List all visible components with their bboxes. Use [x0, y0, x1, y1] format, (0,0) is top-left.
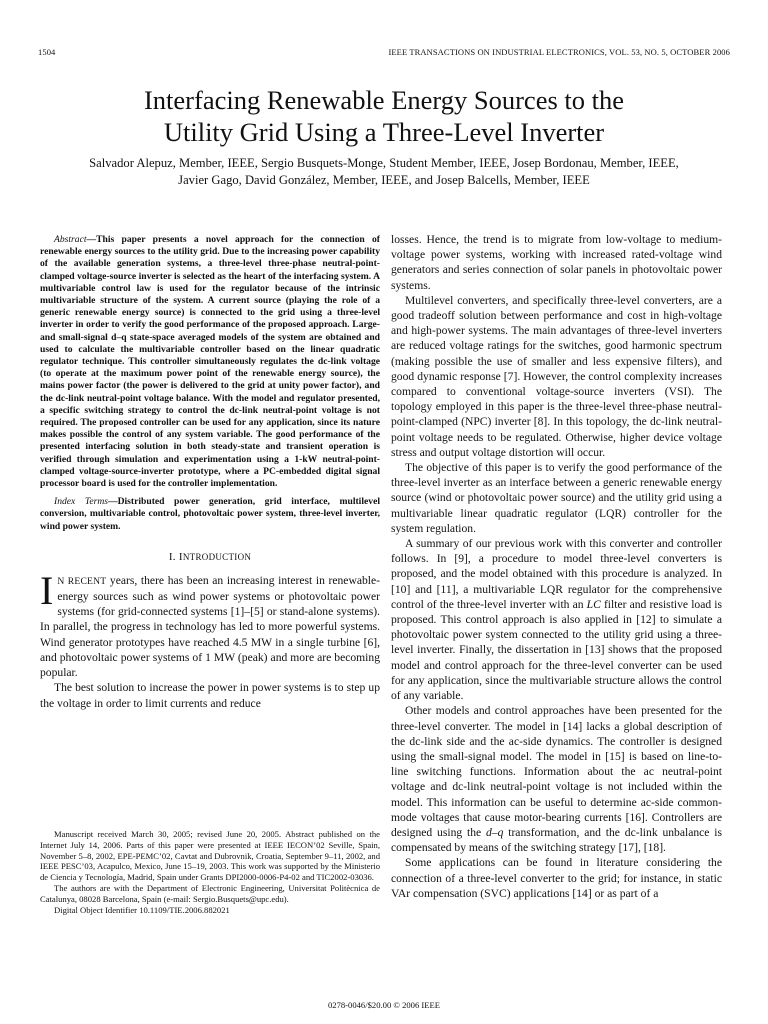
drop-cap: I: [40, 567, 54, 613]
right-p5-text-b: transformation, and the dc-link unbalance is compensated by means of the switching strategy [17], [18].: [391, 825, 722, 855]
page-number: 1504: [38, 47, 56, 57]
authors-line-1: Salvador Alepuz, Member, IEEE, Sergio Busquets-Monge, Student Member, IEEE, Josep Bordonau, Member, IEEE,: [89, 156, 679, 170]
intro-p1-text: years, there has been an increasing interest in renewable-energy sources such as wind power systems or photovoltaic power systems (for grid-connected systems [1]–[5] or stand-alone systems). In parallel, the progress in technology has led to more powerful systems. Wind generator prototypes have reached 4.5 MW in a single turbine [6], and photovoltaic power systems of 1 MW (peak) and more are becoming popular.: [40, 573, 380, 680]
intro-paragraph-2: The best solution to increase the power in power systems is to step up the voltage in order to limit currents and reduce: [40, 681, 380, 710]
index-terms: Index Terms—Distributed power generation, grid interface, multilevel conversion, multivariable control, photovoltaic power system, three-level inverter, wind power system.: [40, 496, 380, 532]
left-column: [40, 234, 380, 711]
right-paragraph-4: [391, 536, 722, 703]
right-column: [391, 232, 722, 901]
title-line-2: Utility Grid Using a Three-Level Inverter: [163, 117, 605, 147]
section-title-first: I: [178, 550, 183, 563]
intro-paragraph-1: [40, 567, 380, 680]
index-terms-text: Distributed power generation, grid interface, multilevel conversion, multivariable control, photovoltaic power system, three-level inverter, wind power system.: [40, 496, 380, 532]
paper-title: [40, 84, 728, 148]
dq-symbol: d–q: [486, 825, 504, 839]
right-p4-text-a: A summary of our previous work with this converter and controller follows. In [9], a procedure to model three-level converters is proposed, and the model obtained with this procedure is analyzed. In [10] and [11], a multivariable LQR regulator for the comprehensive control of the three-level inverter with an: [391, 537, 722, 611]
copyright-line: 0278-0046/$20.00 © 2006 IEEE: [327, 1000, 441, 1010]
intro-first-words: N RECENT: [57, 575, 107, 587]
authors-line-2: Javier Gago, David González, Member, IEEE, and Josep Balcells, Member, IEEE: [178, 173, 590, 187]
right-p4-text-b: filter and resistive load is proposed. This control approach is also applied in [12] to simulate a photovoltaic power system connected to the utility grid using a three-level inverter. Finally, the dissertation in [13] shows that the proposed model and control approach for the three-level converter can be used for any application, since the multivariable structure allows the control of any variable.: [391, 597, 723, 703]
journal-header: IEEE TRANSACTIONS ON INDUSTRIAL ELECTRONICS, VOL. 53, NO. 5, OCTOBER 2006: [388, 47, 730, 57]
abstract-label: Abstract: [54, 234, 87, 245]
lc-symbol: LC: [586, 597, 601, 611]
running-header: [38, 47, 730, 59]
section-number: I.: [168, 550, 176, 563]
right-p5-text-a: Other models and control approaches have been presented for the three-level converter. The model in [14] lacks a global description of the dc-link side and the ac-side dynamics. The controller is designed using the small-signal model. The model in [15] is based on line-to-line switching functions. Information about the ac neutral-point voltage and dc-link neutral-point voltage is not included within the model. This information can be useful to determine ac-side common-mode voltages that cause motor-bearing currents [16]. Controllers are designed using the: [391, 704, 722, 839]
abstract: Abstract—This paper presents a novel approach for the connection of renewable energy sources to the utility grid. Due to the increasing power capability of the available generation systems, a three-level three-phase neutral-point-clamped voltage-source inverter is selected as the heart of the interfacing system. A multivariable control law is used for the regulator because of the intrinsic multivariable structure of the system. A current source (playing the role of a generic renewable energy source) is connected to the grid using a three-level inverter in order to verify the good performance of the proposed approach. Large- and small-signal d–q state-space averaged models of the system are obtained and used to calculate the multivariable controller based on the linear quadratic regulator technique. This controller simultaneously regulates the dc-link voltage (to operate at the maximum power point of the renewable energy source), the mains power factor (the power is delivered to the grid at unity power factor), and the dc-link neutral-point voltage balance. With the model and regulator presented, a specific switching strategy to control the dc-link neutral-point voltage is not required. The proposed controller can be used for any application, since its nature makes possible the control of any system variable. The good performance of the presented interfacing solution in both steady-state and transient operation is verified through simulation and experimentation using a 1-kW neutral-point-clamped voltage-source-inverter prototype, where a PC-embedded digital signal processor board is used for the controller implementation.: [40, 234, 380, 490]
right-paragraph-5: [391, 703, 722, 855]
index-terms-label: Index Terms: [54, 496, 108, 508]
footnote: [40, 829, 380, 915]
abstract-text: This paper presents a novel approach for the connection of renewable energy sources to the utility grid. Due to the increasing power capability of the available generation systems, a three-level three-phase neutral-point-clamped voltage-source inverter is selected as the heart of the interfacing system. A multivariable control law is used for the regulator because of the intrinsic multivariable structure of the system. A current source (playing the role of a generic renewable energy source) is connected to the grid using a three-level inverter in order to verify the good performance of the proposed approach. Large- and small-signal d–q state-space averaged models of the system are obtained and used to calculate the multivariable controller based on the linear quadratic regulator technique. This controller simultaneously regulates the dc-link voltage (to operate at the maximum power point of the renewable energy source), the mains power factor (the power is delivered to the grid at unity power factor), and the dc-link neutral-point voltage balance. With the model and regulator presented, a specific switching strategy to control the dc-link neutral-point voltage is not required. The proposed controller can be used for any application, since its nature makes possible the control of any system variable. The good performance of the presented interfacing solution in both steady-state and transient operation is verified through simulation and experimentation using a 1-kW neutral-point-clamped voltage-source-inverter prototype, where a PC-embedded digital signal processor board is used for the controller implementation.: [40, 234, 380, 490]
right-paragraph-3: The objective of this paper is to verify the good performance of the three-level inverter as an interface between a generic renewable energy source (wind or photovoltaic power source) and the utility grid using a multivariable linear quadratic regulator (LQR) controller for the system regulation.: [391, 461, 722, 535]
author-list: [40, 155, 728, 189]
title-line-1: Interfacing Renewable Energy Sources to the: [143, 85, 624, 115]
section-title-rest: NTRODUCTION: [182, 551, 252, 562]
right-paragraph-2: Multilevel converters, and specifically three-level converters, are a good tradeoff solution between performance and cost in high-voltage and high-power systems. The main advantages of three-level inverters are reduced voltage ratings for the switches, good harmonic spectrum (making possible the use of smaller and less expensive filters), and good dynamic response [7]. However, the control complexity increases compared to conventional voltage-source inverters (VSI). The topology employed in this paper is the three-level three-phase neutral-point-clamped (NPC) inverter [8]. In this topology, the dc-link neutral-point voltage needs to be regulated. Otherwise, higher device voltage stress and output voltage distortion will occur.: [391, 293, 722, 459]
section-heading: [40, 551, 380, 563]
footnote-doi: Digital Object Identifier 10.1109/TIE.2006.882021: [54, 904, 230, 915]
footnote-manuscript: Manuscript received March 30, 2005; revised June 20, 2005. Abstract published on the Internet July 14, 2006. Parts of this paper were presented at IEEE IECON’02 Seville, Spain, November 5–8, 2002, EPE-PEMC’02, Cavtat and Dubrovnik, Croatia, September 9–11, 2002, and IEEE PESC’03, Acapulco, Mexico, June 15–19, 2003. This work was supported by the Ministerio de Ciencia y Tecnología, Madrid, Spain under Grants DPI2000-0006-P4-02 and TIC2002-03036.: [40, 829, 380, 883]
right-paragraph-1: losses. Hence, the trend is to migrate from low-voltage to medium-voltage power systems, working with increased rated-voltage wind generators and series connection of solar panels in photovoltaic power systems.: [391, 233, 722, 292]
right-paragraph-6: Some applications can be found in literature considering the connection of a three-level converter to the grid; for instance, in static VAr compensation (SVC) applications [14] or as part of a: [391, 856, 722, 900]
footnote-affiliation: The authors are with the Department of Electronic Engineering, Universitat Politècnica de Catalunya, 08028 Barcelona, Spain (e-mail: Sergio.Busquets@upc.edu).: [40, 882, 380, 904]
